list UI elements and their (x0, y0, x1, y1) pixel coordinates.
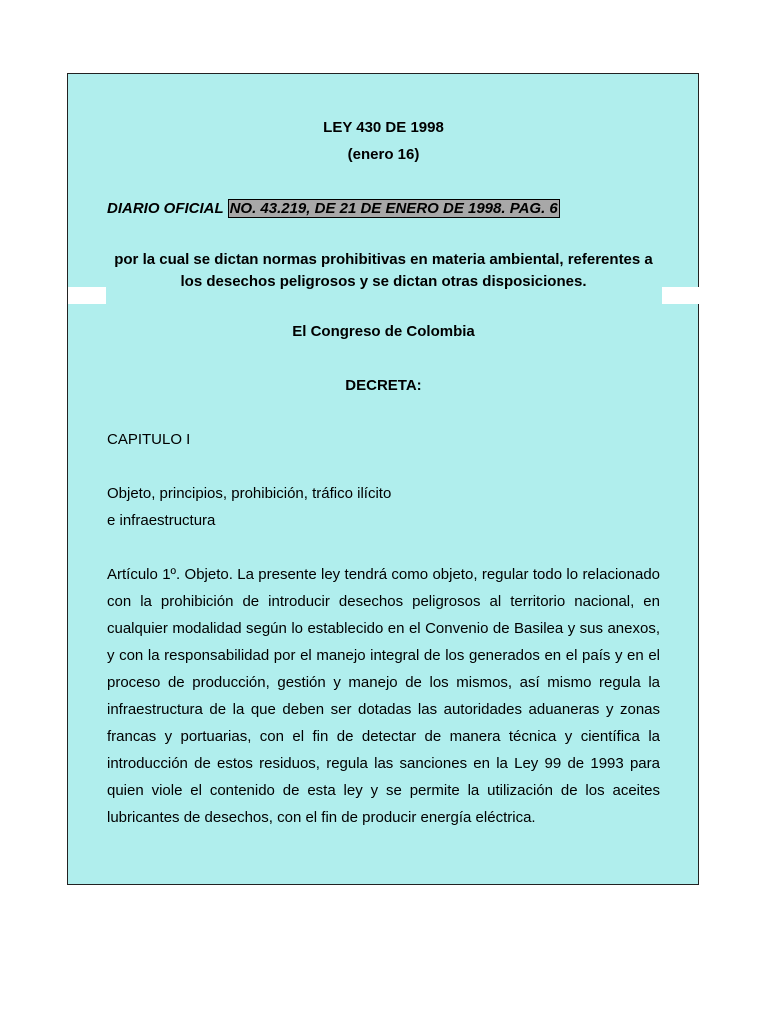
congress-heading: El Congreso de Colombia (292, 323, 475, 340)
article-1-paragraph: Artículo 1º. Objeto. La presente ley tendrá como objeto, regular todo lo relacionado con la prohibición de introducir desechos peligrosos al territorio nacional, en cualquier modalidad según lo establecido en el Convenio de Basilea y sus anexos, y con la responsabilidad por el manejo integral de los generados en el país y en el proceso de producción, gestión y manejo de los mismos, así mismo regula la infraestructura de la que deben ser dotadas las autoridades aduaneras y zonas francas y portuarias, con el fin de detectar de manera técnica y científica la introducción de estos residuos, regula las sanciones en la Ley 99 de 1993 para quien viole el contenido de esta ley y se permite la utilización de los aceites lubricantes de desechos, con el fin de producir energía eléctrica. (107, 566, 660, 826)
diario-reference: NO. 43.219, DE 21 DE ENERO DE 1998. PAG. 6 (229, 200, 558, 217)
diario-oficial-line (107, 195, 660, 222)
chapter-heading: CAPITULO I (107, 431, 191, 448)
document-content (107, 114, 660, 831)
chapter-title (107, 480, 660, 534)
chapter-title-line-2: e infraestructura (107, 512, 216, 529)
law-purpose: por la cual se dictan normas prohibitivas en materia ambiental, referentes a los desechos peligrosos y se dictan otras disposiciones. (114, 251, 653, 290)
diario-label: DIARIO OFICIAL (107, 200, 224, 217)
frame-gap-left (68, 287, 106, 304)
chapter-title-line-1: Objeto, principios, prohibición, tráfico ilícito (107, 485, 392, 502)
decreta-heading: DECRETA: (345, 377, 422, 394)
law-title: LEY 430 DE 1998 (323, 119, 444, 136)
law-date: (enero 16) (347, 146, 420, 163)
frame-gap-right (662, 287, 700, 304)
